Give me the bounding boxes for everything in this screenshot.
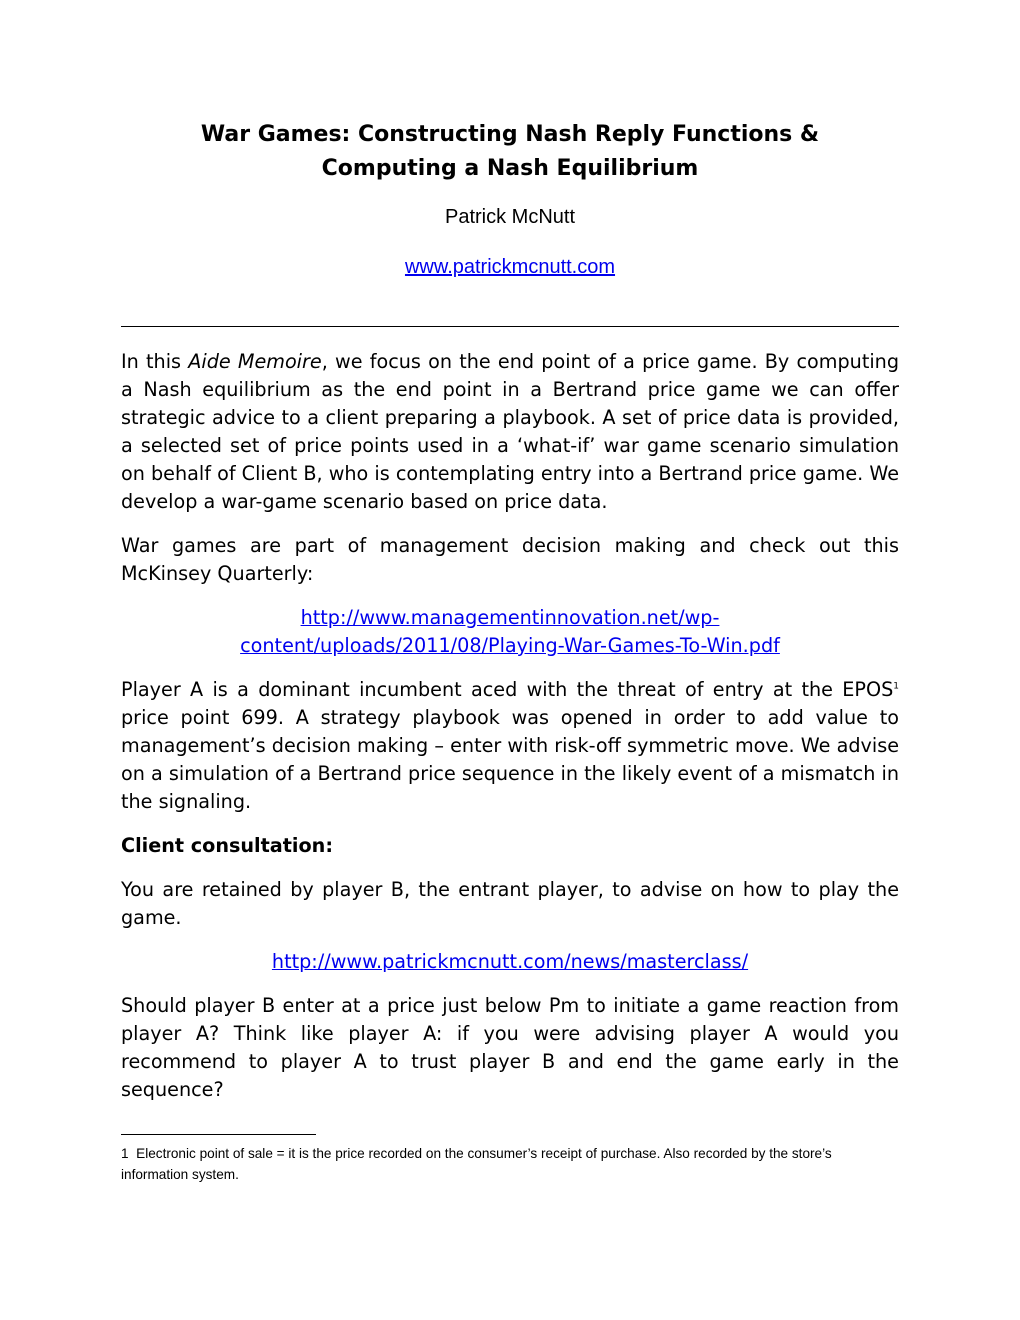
footnote-text: Electronic point of sale = it is the price recorded on the consumer’s receipt of purchase. Also recorded by the store’s information system. [121,1146,832,1182]
masterclass-link-block [121,948,899,976]
footnote-number: 1 [121,1146,129,1161]
mckinsey-link-line-1: http://www.managementinnovation.net/wp- [300,606,720,629]
mckinsey-link-block [121,604,899,660]
intro-text-start: In this [121,350,189,373]
intro-text-rest: , we focus on the end point of a price game. By computing a Nash equilibrium as the end point in a Bertrand price game we can offer strategic advice to a client preparing a playbook. A set of price data is provided, a selected set of price points used in a ‘what-if’ war game scenario simulation on behalf of Client B, who is contemplating entry into a Bertrand price game. We develop a war-game scenario based on price data. [121,350,900,513]
website-link[interactable]: www.patrickmcnutt.com [404,256,616,278]
player-a-text-start: Player A is a dominant incumbent aced with the threat of entry at the EPOS [121,678,894,701]
question-paragraph: Should player B enter at a price just below Pm to initiate a game reaction from player A? Think like player A: if you were advising player A would you recommend to player A to trust player B and end the game early in the sequence? [121,994,899,1101]
title-line-2: Computing a Nash Equilibrium [321,156,699,181]
document-title [120,118,900,186]
website-line [120,253,900,281]
intro-paragraph [121,348,899,516]
retained-paragraph: You are retained by player B, the entrant player, to advise on how to play the game. [121,878,899,929]
footnote-reference[interactable]: 1 [893,681,899,692]
footnote [121,1143,899,1185]
footnote-divider [121,1134,316,1135]
mckinsey-link[interactable] [240,606,780,657]
title-line-1: War Games: Constructing Nash Reply Functions & [200,122,820,147]
consultation-heading: Client consultation: [121,834,334,857]
header-divider [121,326,899,327]
masterclass-link[interactable]: http://www.patrickmcnutt.com/news/masterclass/ [271,950,749,973]
player-a-text-rest: price point 699. A strategy playbook was opened in order to add value to management’s decision making – enter with risk-off symmetric move. We advise on a simulation of a Bertrand price sequence in the likely event of a mismatch in the signaling. [121,706,899,813]
player-a-paragraph [121,676,899,816]
author-name: Patrick McNutt [444,206,576,228]
mckinsey-link-line-2: content/uploads/2011/08/Playing-War-Games-To-Win.pdf [240,634,780,657]
aide-memoire-italic: Aide Memoire [188,350,322,373]
document-body [121,348,899,1120]
war-games-paragraph: War games are part of management decision making and check out this McKinsey Quarterly: [121,534,899,585]
